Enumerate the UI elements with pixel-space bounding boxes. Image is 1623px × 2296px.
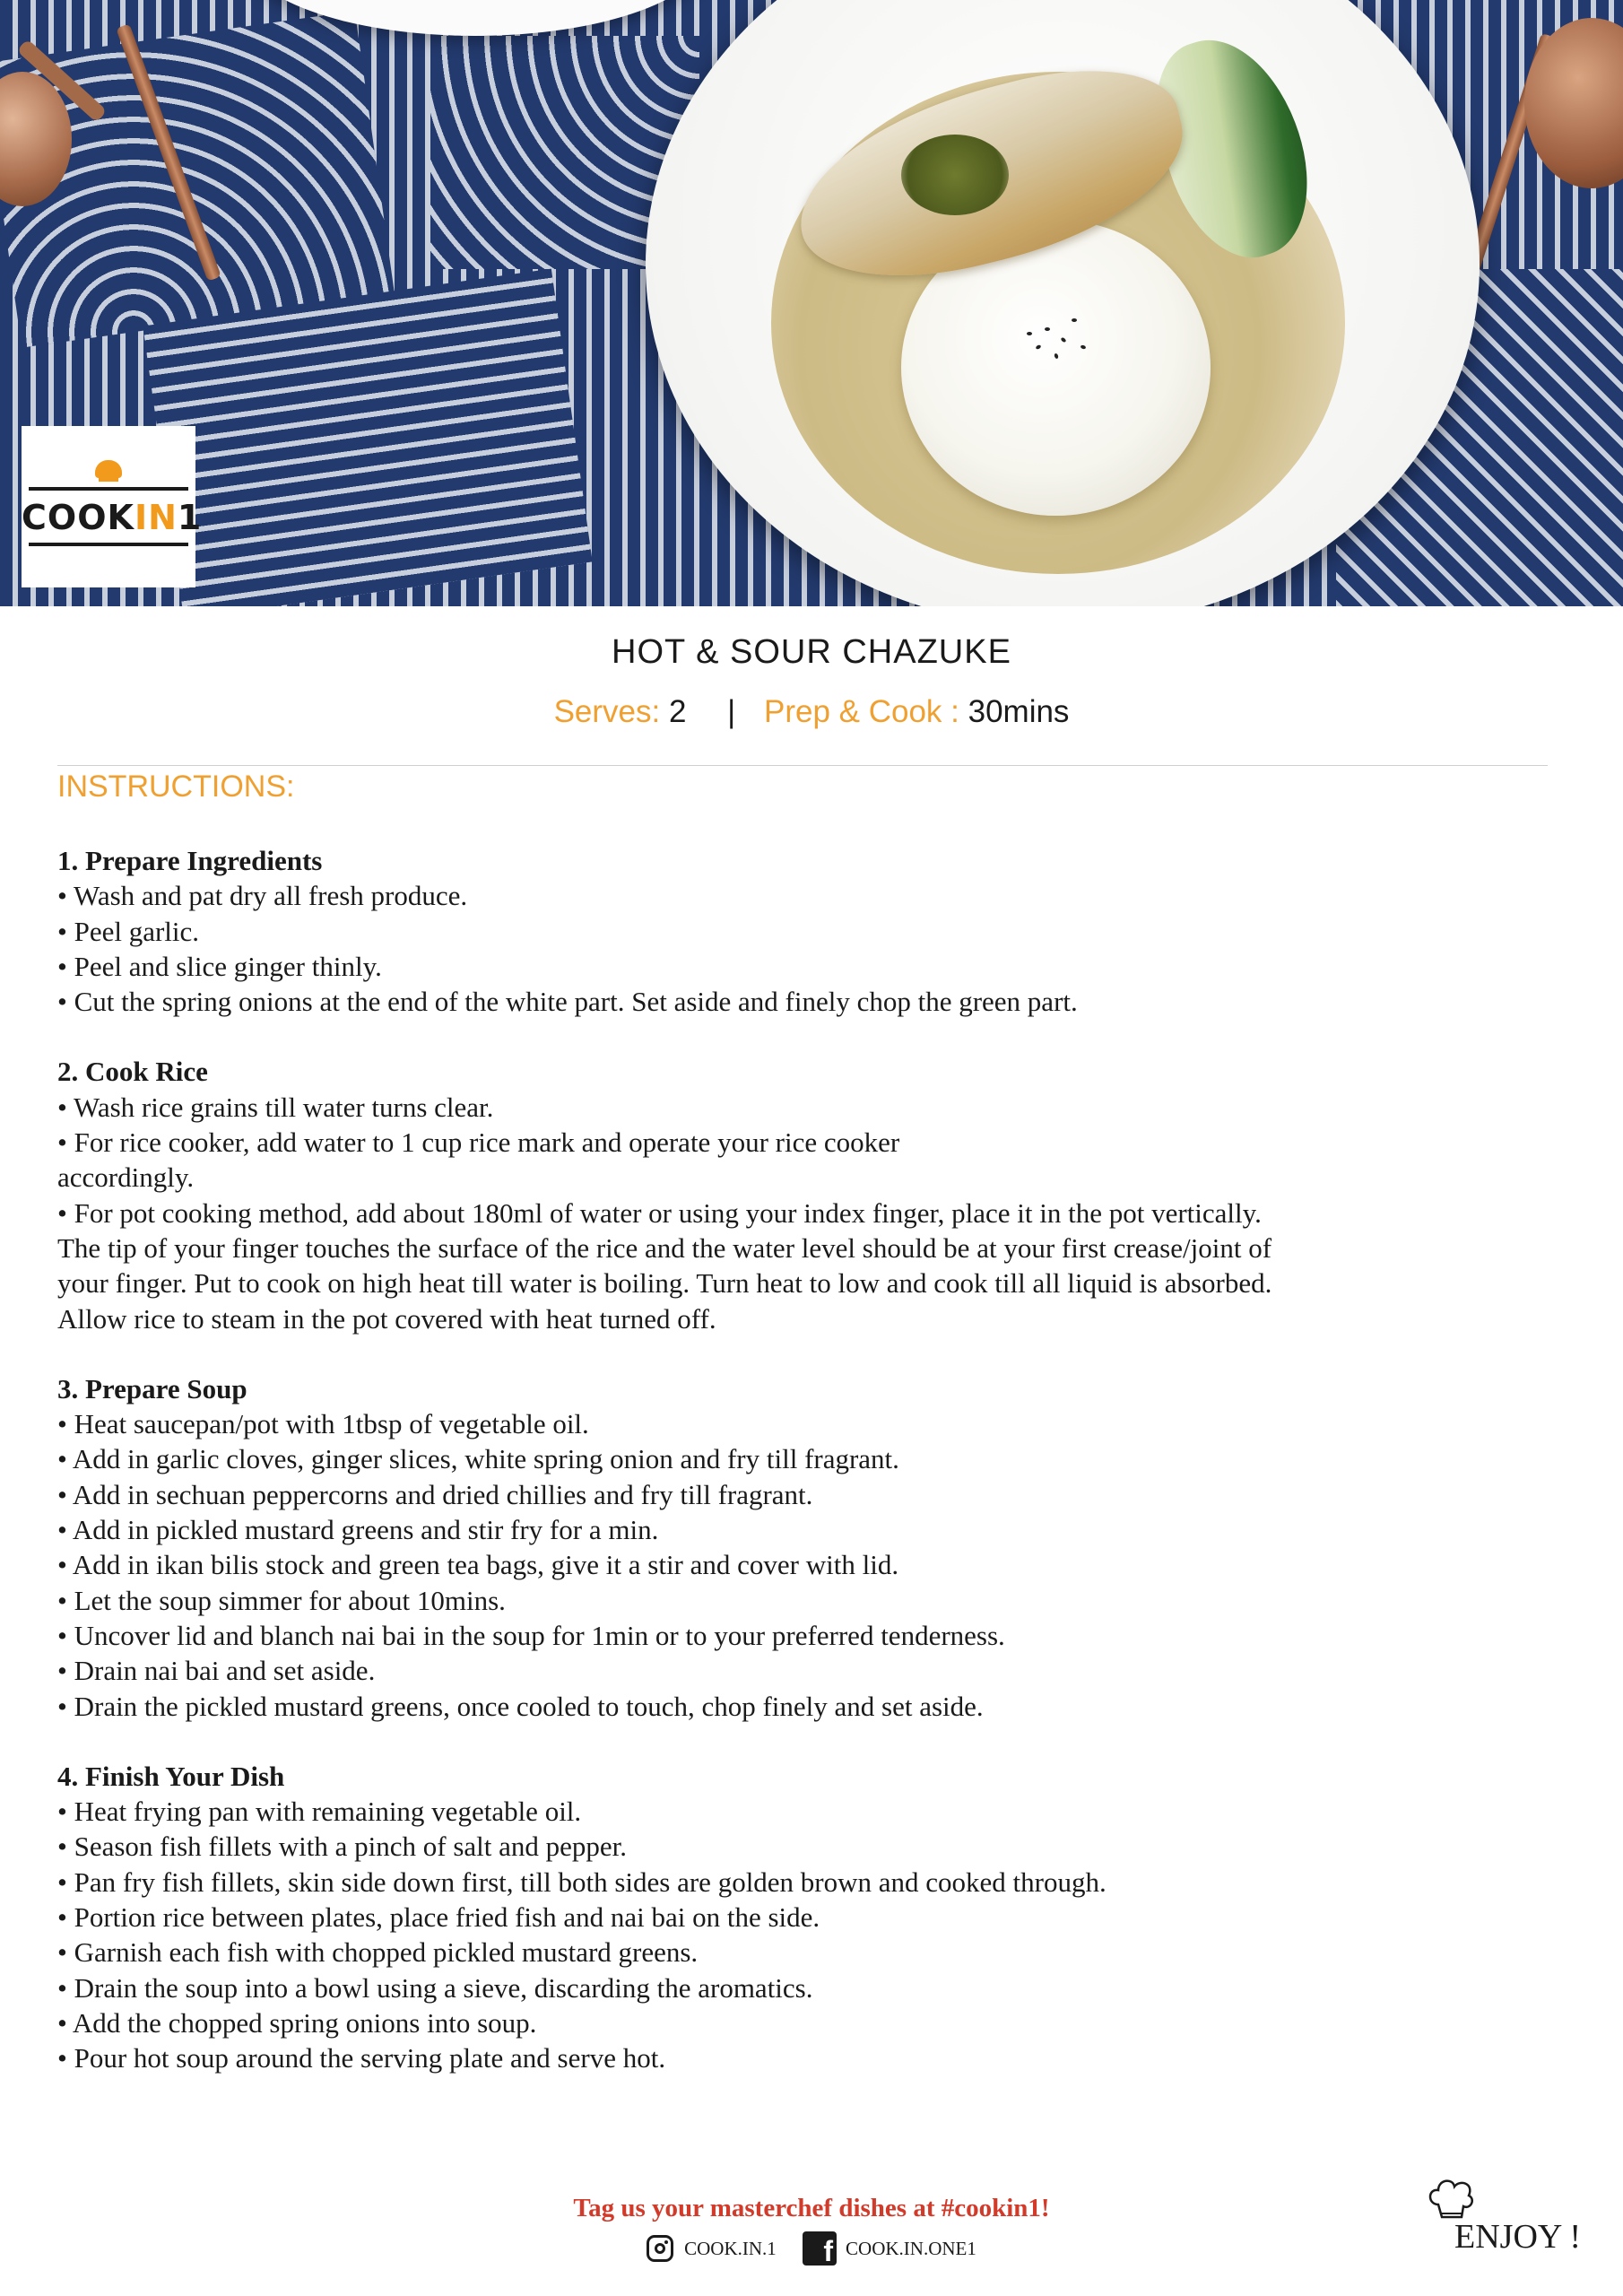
serves-label: Serves: xyxy=(553,694,661,729)
logo-text-highlight: IN xyxy=(134,498,178,537)
logo-wordmark xyxy=(22,498,203,537)
step-line: • Drain the soup into a bowl using a sieve, discarding the aromatics. xyxy=(57,1971,813,2004)
step-line: • Peel garlic. xyxy=(57,915,200,947)
step-line: Allow rice to steam in the pot covered with heat turned off. xyxy=(57,1302,716,1335)
step-line: • Add in ikan bilis stock and green tea bags, give it a stir and cover with lid. xyxy=(57,1549,899,1581)
step-line: The tip of your finger touches the surface of the rice and the water level should be at your first crease/joint of xyxy=(57,1231,1272,1264)
step-line: • Add the chopped spring onions into soup. xyxy=(57,2006,537,2039)
instagram-link[interactable] xyxy=(647,2235,777,2262)
cookin1-logo xyxy=(22,426,203,587)
step-line: • Heat frying pan with remaining vegetable oil. xyxy=(57,1796,582,1828)
facebook-link[interactable] xyxy=(803,2231,976,2266)
enjoy-text: ENJOY ! xyxy=(1454,2218,1582,2256)
step-line: • Pan fry fish fillets, skin side down first, till both sides are golden brown and cooked through. xyxy=(57,1866,1107,1898)
chef-hat-band xyxy=(99,476,118,482)
prep-value: 30mins xyxy=(968,694,1070,729)
step-line: your finger. Put to cook on high heat till water is boiling. Turn heat to low and cook till all liquid is absorbed. xyxy=(57,1267,1272,1300)
instagram-icon xyxy=(647,2235,673,2262)
step-line: • Heat saucepan/pot with 1tbsp of vegetable oil. xyxy=(57,1408,589,1440)
section-heading: 2. Cook Rice xyxy=(57,1056,208,1088)
section-finish-dish xyxy=(57,1759,1573,2076)
section-prepare-ingredients xyxy=(57,843,1573,1019)
footer-tagline: Tag us your masterchef dishes at #cookin1! xyxy=(573,2194,1050,2222)
step-line: • Uncover lid and blanch nai bai in the soup for 1min or to your preferred tenderness. xyxy=(57,1619,1005,1651)
step-line: • Portion rice between plates, place fried fish and nai bai on the side. xyxy=(57,1901,820,1934)
step-line: • Season fish fillets with a pinch of salt and pepper. xyxy=(57,1831,628,1863)
section-heading: 3. Prepare Soup xyxy=(57,1372,247,1405)
sesame-seed xyxy=(1035,344,1041,350)
section-heading: 1. Prepare Ingredients xyxy=(57,845,323,876)
hero-photo xyxy=(0,0,1623,606)
step-line: • Add in sechuan peppercorns and dried chillies and fry till fragrant. xyxy=(57,1478,813,1510)
step-line: • Garnish each fish with chopped pickled mustard greens. xyxy=(57,1936,699,1969)
step-line: • Let the soup simmer for about 10mins. xyxy=(57,1584,506,1616)
social-links xyxy=(0,2231,1623,2266)
divider xyxy=(57,765,1548,766)
recipe-meta xyxy=(0,694,1623,730)
step-line: • For pot cooking method, add about 180ml of water or using your index finger, place it in the pot vertically. xyxy=(57,1196,1262,1229)
step-line: • Add in pickled mustard greens and stir fry for a min. xyxy=(57,1514,659,1546)
step-line: • Peel and slice ginger thinly. xyxy=(57,950,382,982)
sesame-seed xyxy=(1060,337,1066,344)
serves-value: 2 xyxy=(668,694,687,729)
sesame-seed xyxy=(1054,352,1059,359)
section-cook-rice xyxy=(57,1054,1573,1335)
sesame-seed xyxy=(1027,332,1032,335)
facebook-handle: COOK.IN.ONE1 xyxy=(846,2237,976,2259)
instructions-body xyxy=(57,843,1573,2111)
chef-hat-icon xyxy=(95,460,122,478)
logo-text: COOK xyxy=(22,498,135,537)
mustard-greens-garnish xyxy=(901,135,1009,215)
sesame-seed xyxy=(1080,344,1086,350)
section-prepare-soup xyxy=(57,1371,1573,1724)
logo-rule xyxy=(29,487,188,491)
step-line: • Drain the pickled mustard greens, once cooled to touch, chop finely and set aside. xyxy=(57,1690,984,1722)
step-line: • Drain nai bai and set aside. xyxy=(57,1655,376,1687)
section-heading: 4. Finish Your Dish xyxy=(57,1760,285,1792)
sesame-seed xyxy=(1045,327,1050,331)
step-line: • Pour hot soup around the serving plate and serve hot. xyxy=(57,2042,666,2074)
logo-text: 1 xyxy=(177,498,203,537)
step-line: • Wash rice grains till water turns clear. xyxy=(57,1091,494,1123)
prep-label: Prep & Cook : xyxy=(763,694,959,729)
step-line: • For rice cooker, add water to 1 cup rice mark and operate your rice cooker xyxy=(57,1126,900,1159)
tablecloth-pattern-stripe xyxy=(143,269,592,606)
instructions-heading: INSTRUCTIONS: xyxy=(57,770,295,804)
step-line: • Add in garlic cloves, ginger slices, white spring onion and fry till fragrant. xyxy=(57,1443,899,1475)
step-line: • Wash and pat dry all fresh produce. xyxy=(57,880,468,912)
meta-separator: | xyxy=(727,694,736,729)
instagram-handle: COOK.IN.1 xyxy=(684,2237,777,2259)
facebook-icon: f xyxy=(803,2231,837,2266)
step-line: • Cut the spring onions at the end of the white part. Set aside and finely chop the green part. xyxy=(57,986,1078,1018)
logo-rule xyxy=(29,543,188,546)
step-line: accordingly. xyxy=(57,1161,195,1194)
recipe-title: HOT & SOUR CHAZUKE xyxy=(612,633,1011,671)
sesame-seed xyxy=(1072,318,1077,322)
